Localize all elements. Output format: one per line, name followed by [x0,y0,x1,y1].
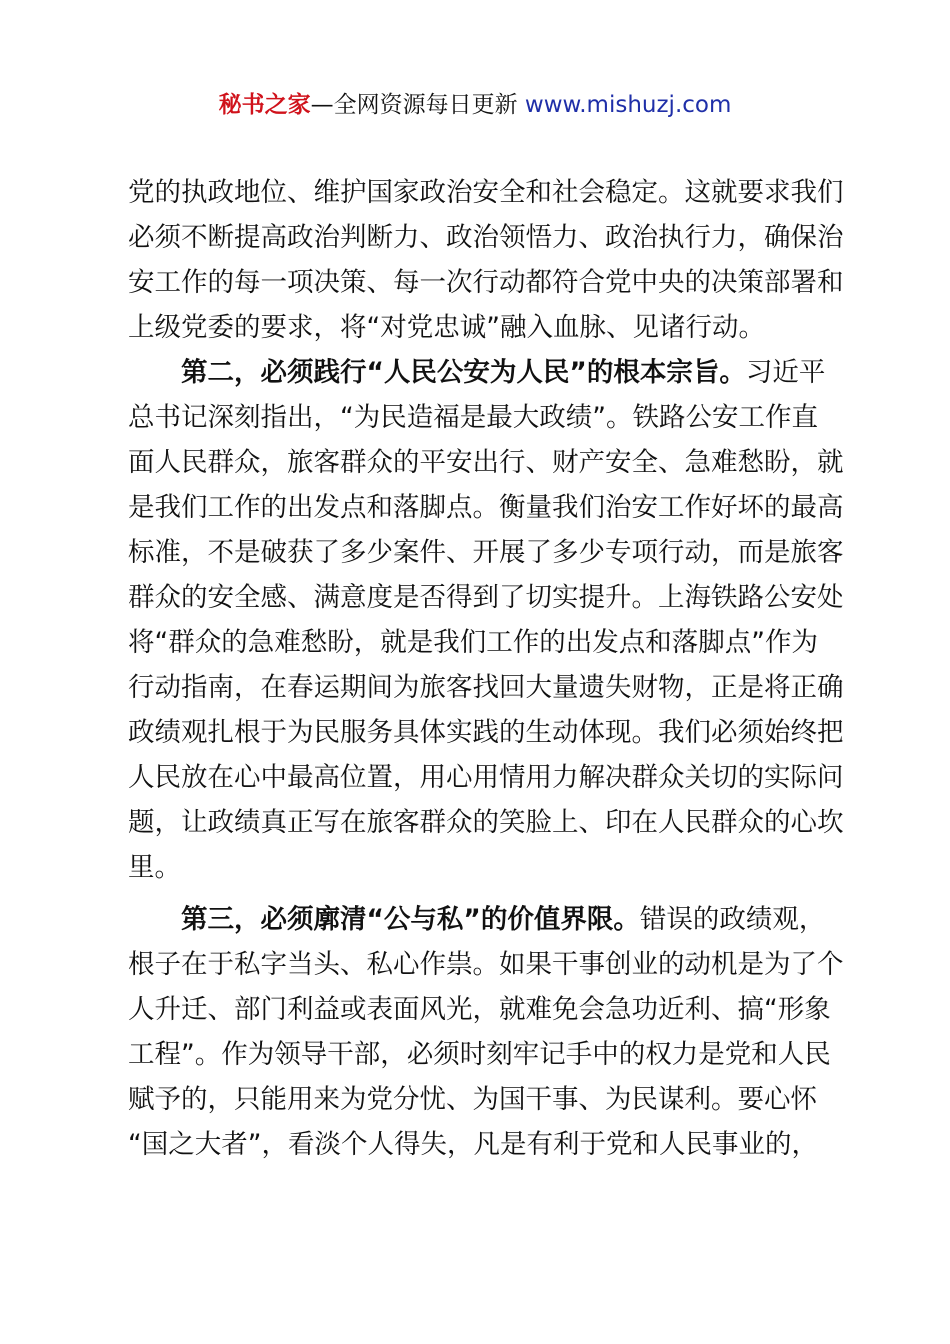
text-line: 群众的安全感、满意度是否得到了切实提升。上海铁路公安处 [128,582,844,613]
text-line: 题，让政绩真正写在旅客群众的笑脸上、印在人民群众的心坎 [128,807,844,838]
page-header [0,88,950,122]
brand-name: 秘书之家 [218,92,311,118]
text-line: 人民放在心中最高位置，用心用情用力解决群众关切的实际问 [128,762,844,793]
text-line: 将“群众的急难愁盼，就是我们工作的出发点和落脚点”作为 [128,627,818,658]
text-line: 赋予的，只能用来为党分忧、为国干事、为民谋利。要心怀 [128,1084,817,1115]
text-line: 总书记深刻指出，“为民造福是最大政绩”。铁路公安工作直 [128,402,818,433]
text-line: 面人民群众，旅客群众的平安出行、财产安全、急难愁盼，就 [128,447,844,478]
text-line: 安工作的每一项决策、每一次行动都符合党中央的决策部署和 [128,267,844,298]
text-run: 习近平 [745,357,826,388]
paragraph-2 [128,350,844,890]
paragraph-heading: 第三，必须廓清“公与私”的价值界限。 [181,904,640,935]
text-line: 是我们工作的出发点和落脚点。衡量我们治安工作好坏的最高 [128,492,844,523]
paragraph-heading: 第二，必须践行“人民公安为人民”的根本宗旨。 [181,357,746,388]
text-line: 人升迁、部门利益或表面风光，就难免会急功近利、搞“形象 [128,994,831,1025]
paragraph-3 [128,897,844,1167]
text-line: 标准，不是破获了多少案件、开展了多少专项行动，而是旅客 [128,537,844,568]
text-line: 行动指南，在春运期间为旅客找回大量遗失财物，正是将正确 [128,672,844,703]
text-line: 政绩观扎根于为民服务具体实践的生动体现。我们必须始终把 [128,717,844,748]
text-line: 必须不断提高政治判断力、政治领悟力、政治执行力，确保治 [128,222,844,253]
document-body [128,170,844,1167]
paragraph-spacer [128,890,838,897]
text-run: 错误的政绩观， [639,904,826,935]
text-line: 党的执政地位、维护国家政治安全和社会稳定。这就要求我们 [128,177,844,208]
text-line: 根子在于私字当头、私心作祟。如果干事创业的动机是为了个 [128,949,844,980]
text-line: 工程”。作为领导干部，必须时刻牢记手中的权力是党和人民 [128,1039,831,1070]
text-line: “国之大者”，看淡个人得失，凡是有利于党和人民事业的， [128,1129,818,1160]
site-url-link[interactable]: www.mishuzj.com [524,92,732,118]
paragraph-1 [128,170,844,350]
text-line: 上级党委的要求，将“对党忠诚”融入血脉、见诸行动。 [128,312,765,343]
paragraph-first-line [128,897,838,942]
paragraph-first-line [128,350,838,395]
text-line: 里。 [128,852,181,883]
header-tagline: —全网资源每日更新 [310,92,525,118]
